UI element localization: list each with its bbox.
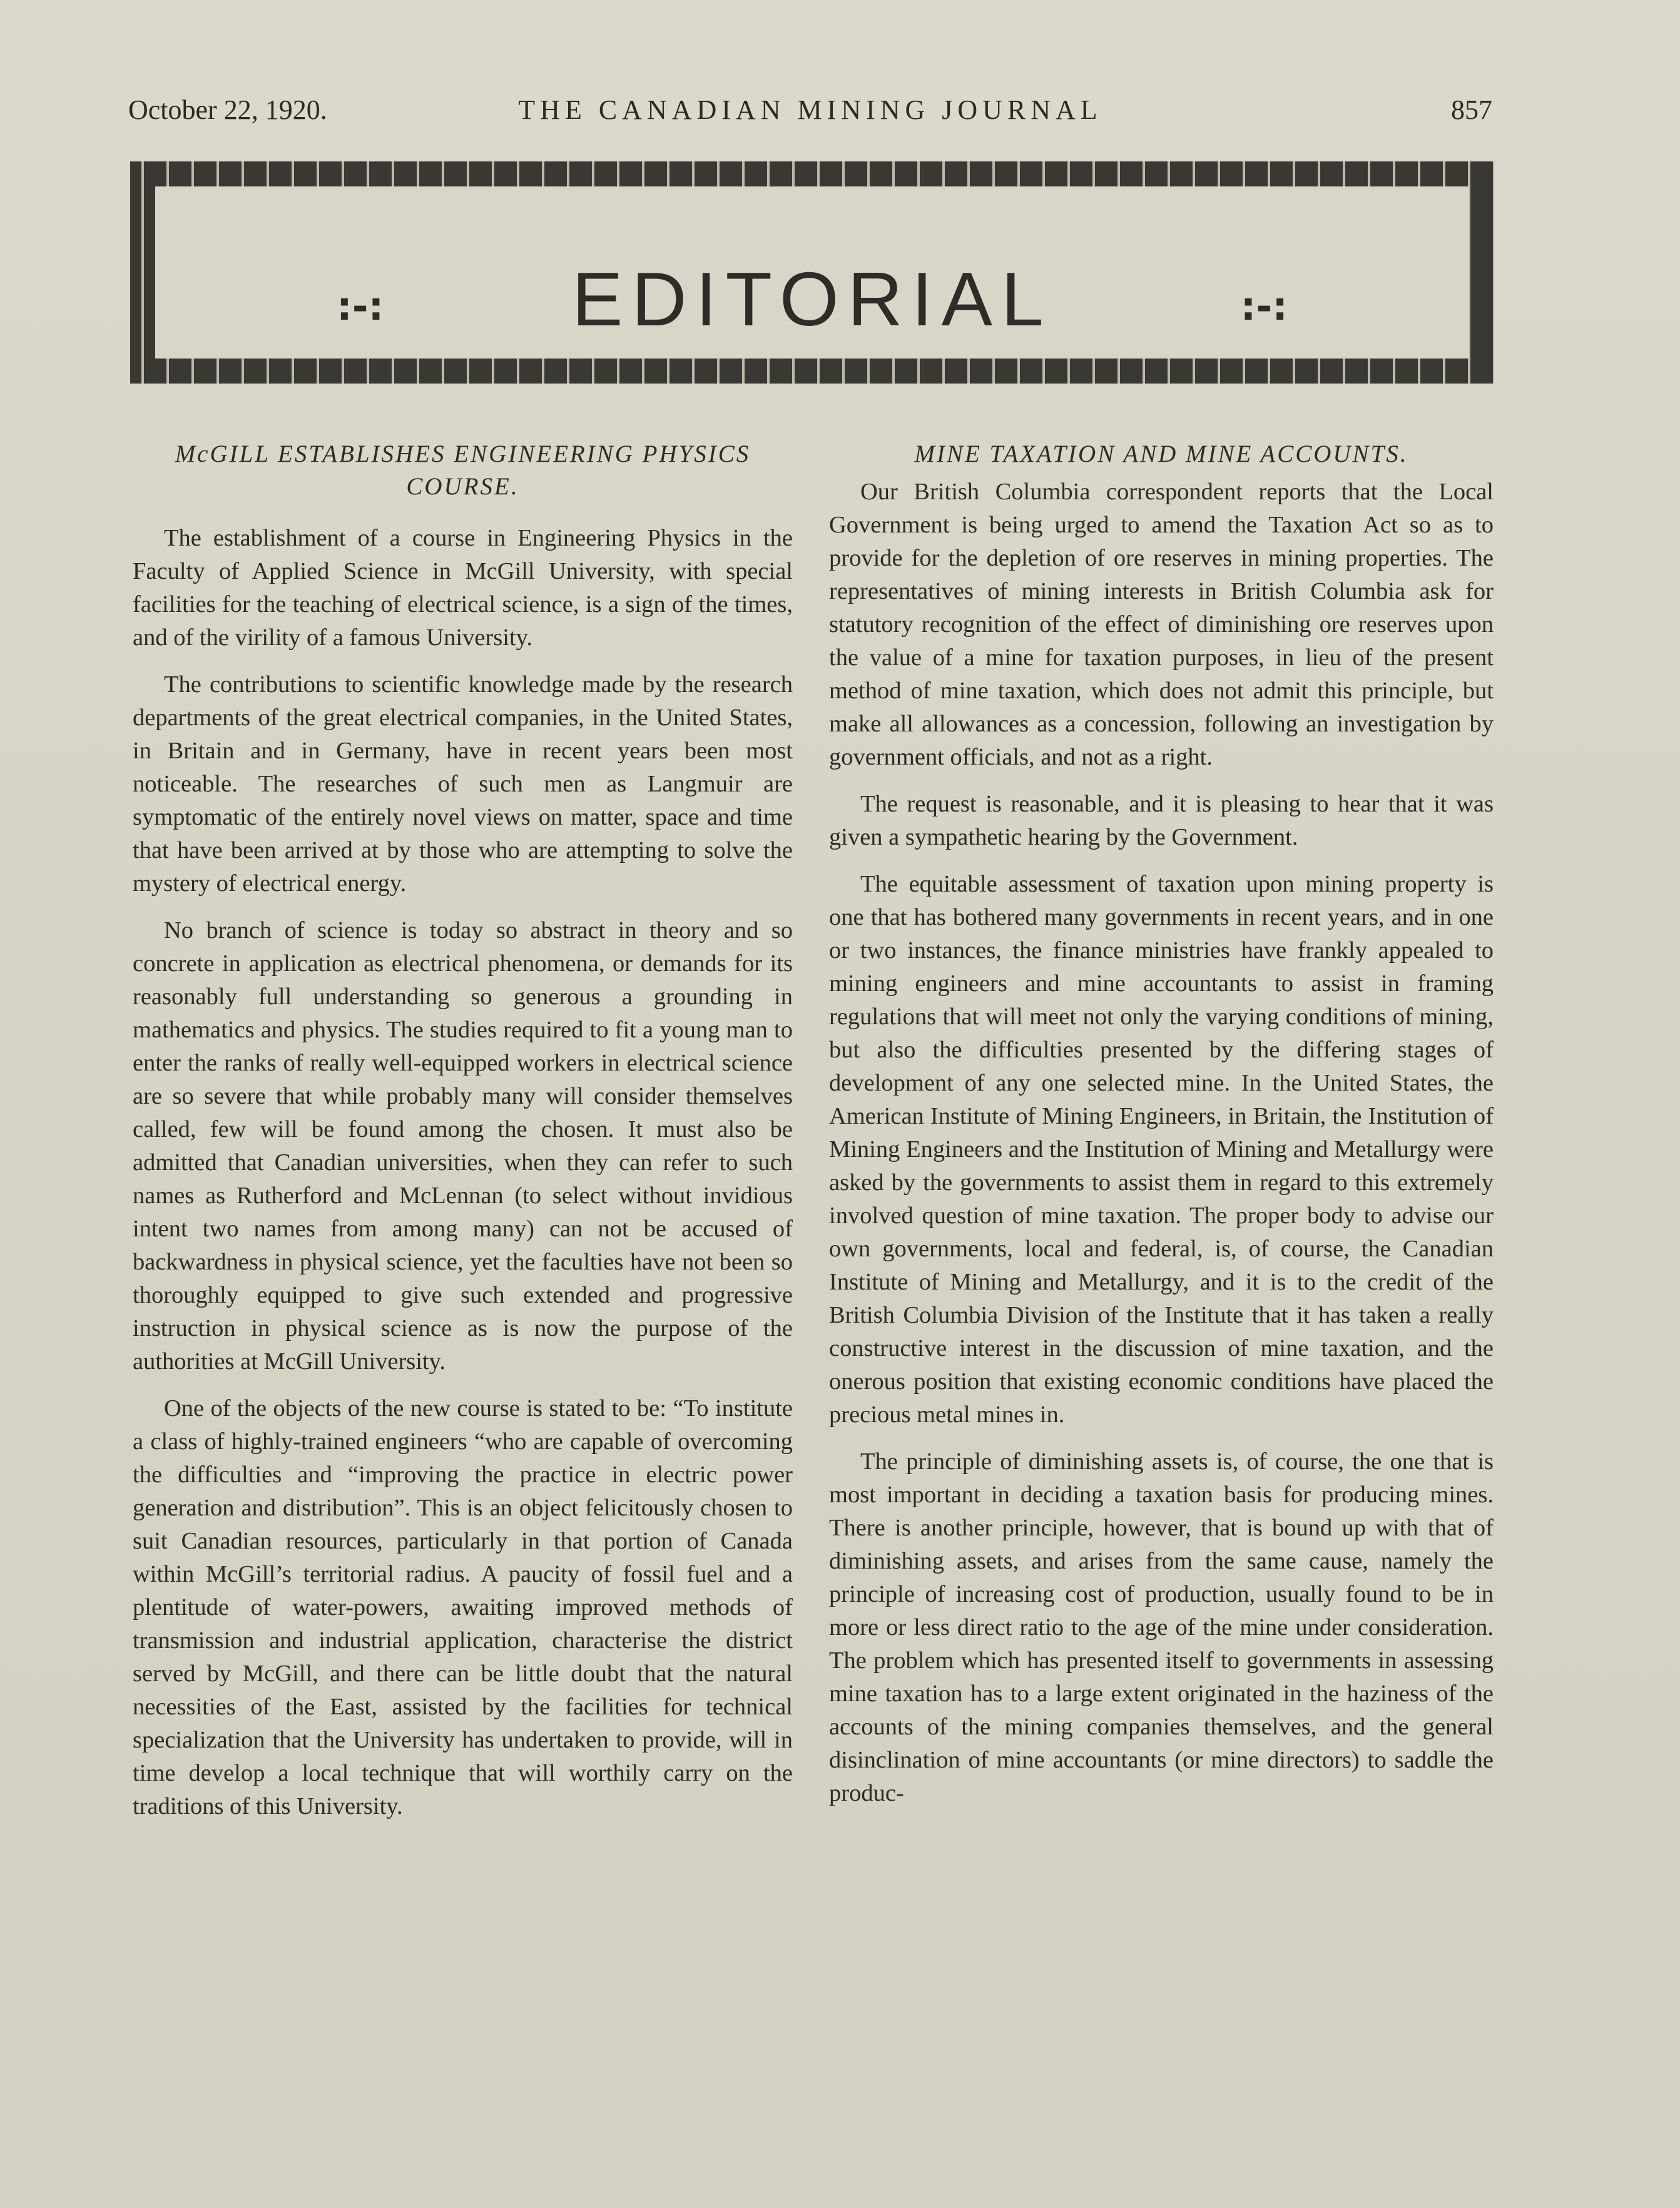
paragraph: The contributions to scientific knowledge made by the research departments of the great electrical companies, in the United States, in Britain and in Germany, have in recent years been most noticeable. The researches of such men as Langmuir are symptomatic of the entirely novel views on matter, space and time that have been arrived at by those who are attempting to solve the mystery of electrical energy. (133, 671, 793, 897)
paragraph: The establishment of a course in Engineering Physics in the Faculty of Applied Science in McGill University, with special facilities for the teaching of electrical science, is a sign of the times, and of the virility of a famous University. (133, 525, 793, 651)
banner-panel (155, 186, 1469, 359)
paragraph: The request is reasonable, and it is pleasing to hear that it was given a sympathetic hearing by the Government. (829, 791, 1494, 850)
article-title: MINE TAXATION AND MINE ACCOUNTS. (914, 440, 1408, 467)
editorial-banner (130, 161, 1494, 384)
journal-title: THE CANADIAN MINING JOURNAL (518, 94, 1102, 125)
right-column-article (829, 438, 1494, 1824)
issue-date: October 22, 1920. (128, 94, 327, 125)
paragraph: Our British Columbia correspondent reports that the Local Government is being urged to amend the Taxation Act so as to provide for the depletion of ore reserves in mining properties. The representatives of mining interests in British Columbia ask for statutory recognition of the effect of diminishing ore reserves upon the value of a mine for taxation purposes, in lieu of the present method of mine taxation, which does not admit this principle, but make all allowances as a concession, following an investigation by government officials, and not as a right. (829, 479, 1494, 770)
paragraph: No branch of science is today so abstract in theory and so concrete in application as electrical phenomena, or demands for its reasonably full understanding so generous a grounding in mathematics and physics. The studies required to fit a young man to enter the ranks of really well-equipped workers in electrical science are so severe that while probably many will consider themselves called, few will be found among the chosen. It must also be admitted that Canadian universities, when they can refer to such names as Rutherford and McLennan (to select without invidious intent two names from among many) can not be accused of backwardness in physical science, yet the faculties have not been so thoroughly equipped to give such extended and progressive instruction in physical science as is now the purpose of the authorities at McGill University. (133, 917, 793, 1375)
paragraph: The principle of diminishing assets is, of course, the one that is most important in deciding a taxation basis for producing mines. There is another principle, however, that is bound up with that of diminishing assets, and arises from the same cause, namely the principle of increasing cost of production, usually found to be in more or less direct ratio to the age of the mine under consideration. The problem which has presented itself to governments in assessing mine taxation has to a large extent originated in the haziness of the accounts of the mining companies themselves, and the general disinclination of mine accountants (or mine directors) to saddle the produc- (829, 1448, 1494, 1806)
ornament-right: :-: (1240, 283, 1288, 329)
paragraph: One of the objects of the new course is stated to be: “To institute a class of highly-trained engineers “who are capable of overcoming the difficulties and “improving the practice in electric power generation and distribution”. This is an object felicitously chosen to suit Canadian resources, particularly in that portion of Canada within McGill’s territorial radius. A paucity of fossil fuel and a plentitude of water-powers, awaiting improved methods of transmission and industrial application, characterise the district served by McGill, and there can be little doubt that the natural necessities of the East, assisted by the facilities for technical specialization that the University has undertaken to provide, will in time develop a local technique that will worthily carry on the traditions of this University. (133, 1395, 793, 1819)
left-column-article (133, 438, 793, 1837)
page-number: 857 (1451, 94, 1492, 125)
ornament-left: :-: (337, 283, 384, 329)
section-title: EDITORIAL (572, 257, 1052, 342)
paragraph: The equitable assessment of taxation upon mining property is one that has bothered many governments in recent years, and in one or two instances, the finance ministries have frankly appealed to mining engineers and mine accountants to assist in framing regulations that will meet not only the varying conditions of mining, but also the difficulties presented by the differing stages of development of any one selected mine. In the United States, the American Institute of Mining Engineers, in Britain, the Institution of Mining Engineers and the Institution of Mining and Metallurgy were asked by the governments to assist them in regard to this extremely involved question of mine taxation. The proper body to advise our own governments, local and federal, is, of course, the Canadian Institute of Mining and Metallurgy, and it is to the credit of the British Columbia Division of the Institute that it has taken a really constructive interest in the discussion of mine taxation, and the onerous position that existing economic conditions have placed the precious metal mines in. (829, 871, 1494, 1428)
running-head (128, 94, 1492, 138)
article-title: McGILL ESTABLISHES ENGINEERING PHYSICS COURSE. (175, 440, 751, 500)
